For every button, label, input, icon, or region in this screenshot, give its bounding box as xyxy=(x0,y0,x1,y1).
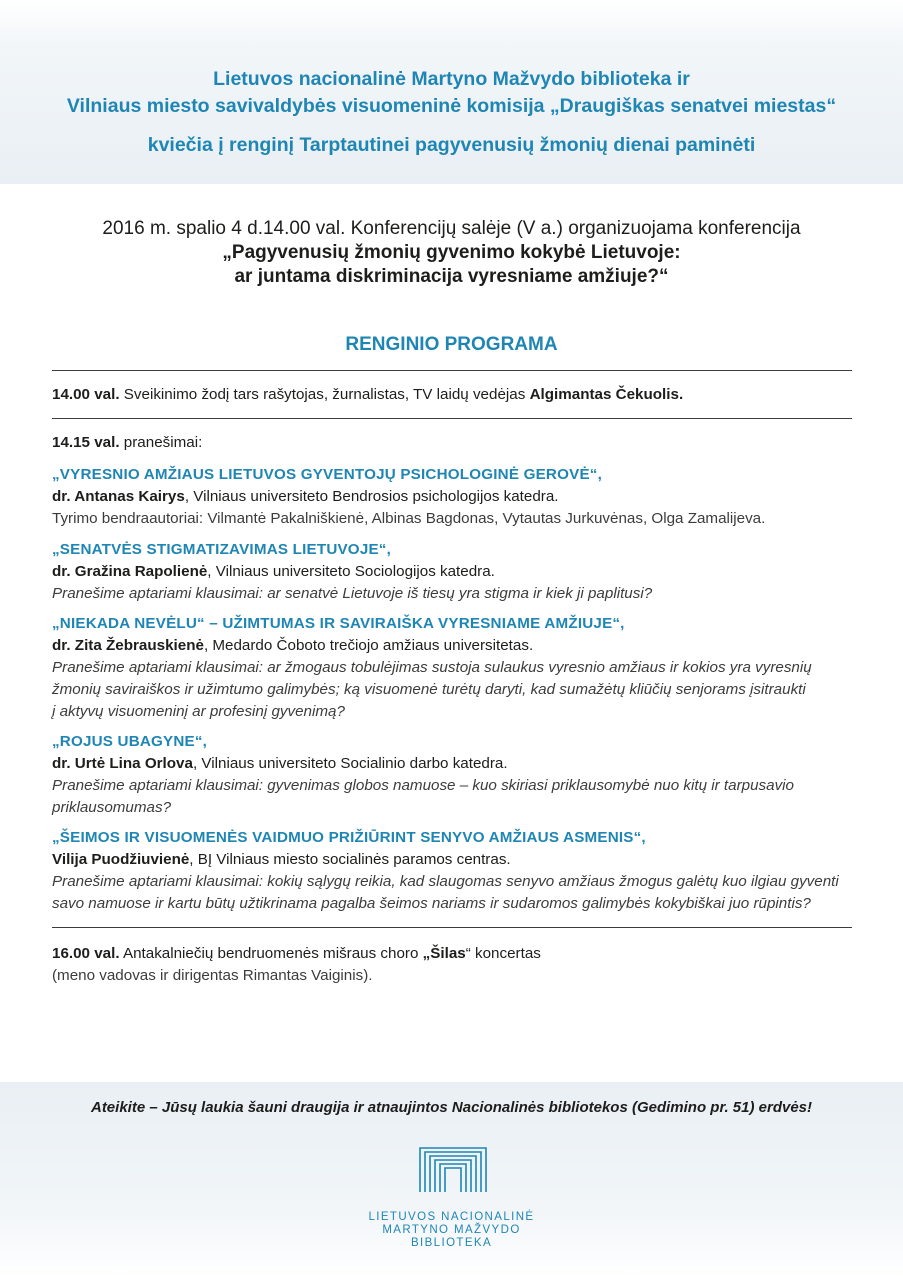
report-speaker: dr. Urtė Lina Orlova xyxy=(52,755,193,772)
reports-header xyxy=(52,432,852,454)
reports-label: pranešimai: xyxy=(123,434,203,451)
divider xyxy=(52,418,852,419)
concert-time: 16.00 val. xyxy=(52,945,120,962)
report-speaker-line xyxy=(52,753,852,775)
report-question-line: Pranešime aptariami klausimai: ar žmogaus tobulėjimas sustoja sulaukus vyresnio amžiaus ir kokios yra vyresnių xyxy=(52,659,812,676)
report-speaker: dr. Zita Žebrauskienė xyxy=(52,637,204,654)
report-item xyxy=(52,539,852,605)
report-affiliation: , Medardo Čoboto trečiojo amžiaus universitetas. xyxy=(203,637,534,654)
report-question-line: priklausomumas? xyxy=(52,799,172,816)
header-line-2: Vilniaus miesto savivaldybės visuomeninė komisija „Draugiškas senatvei miestas“ xyxy=(66,95,837,117)
divider xyxy=(52,927,852,928)
divider xyxy=(52,370,852,371)
report-speaker-line xyxy=(52,486,852,508)
report-item xyxy=(52,827,852,915)
conference-date-line: 2016 m. spalio 4 d.14.00 val. Konferencijų salėje (V a.) organizuojama konferencija xyxy=(102,218,801,239)
report-affiliation: , BĮ Vilniaus miesto socialinės paramos centras. xyxy=(189,851,511,868)
report-affiliation: , Vilniaus universiteto Socialinio darbo katedra. xyxy=(192,755,508,772)
header-line-1: Lietuvos nacionalinė Martyno Mažvydo biblioteka ir xyxy=(213,68,690,90)
concert-text-2: “ koncertas xyxy=(465,945,541,962)
concert-choir: „Šilas xyxy=(422,945,466,962)
report-title: „ŠEIMOS IR VISUOMENĖS VAIDMUO PRIŽIŪRINT SENYVO AMŽIAUS ASMENIS“, xyxy=(52,829,646,846)
opening-item xyxy=(52,384,852,406)
report-question-line: Pranešime aptariami klausimai: kokių sąlygų reikia, kad slaugomas senyvo amžiaus žmogus galėtų kuo ilgiau gyventi xyxy=(52,873,839,890)
reports-time: 14.15 val. xyxy=(52,434,120,451)
logo-line-1: LIETUVOS NACIONALINĖ xyxy=(368,1211,535,1223)
opening-person: Algimantas Čekuolis. xyxy=(529,386,684,403)
report-speaker: Vilija Puodžiuvienė xyxy=(52,851,190,868)
report-question-line: Pranešime aptariami klausimai: gyvenimas globos namuose – kuo skiriasi priklausomybė nuo kitų ir tarpusavio xyxy=(52,777,794,794)
report-question: Pranešime aptariami klausimai: ar senatvė Lietuvoje iš tiesų yra stigma ir kiek ji paplitusi? xyxy=(52,585,653,602)
report-title: „SENATVĖS STIGMATIZAVIMAS LIETUVOJE“, xyxy=(52,541,392,558)
report-question-line: žmonių saviraiškos ir užimtumo galimybės; ką visuomenė turėtų daryti, kad sumažėtų kliūčių senjorams įsitraukti xyxy=(52,681,806,698)
report-question-line: į aktyvų visuomeninį ar profesinį gyvenimą? xyxy=(52,703,345,720)
report-item xyxy=(52,464,852,530)
conference-title-2: ar juntama diskriminacija vyresniame amžiuje?“ xyxy=(234,266,669,287)
program-title: RENGINIO PROGRAMA xyxy=(345,334,558,355)
concert-line xyxy=(52,943,852,965)
library-logo-text xyxy=(0,1211,903,1250)
conference-intro xyxy=(0,217,903,289)
conference-title-1: „Pagyvenusių žmonių gyvenimo kokybė Lietuvoje: xyxy=(222,242,681,263)
report-speaker: dr. Antanas Kairys xyxy=(52,488,185,505)
logo-line-3: BIBLIOTEKA xyxy=(410,1237,493,1249)
report-speaker-line xyxy=(52,561,852,583)
report-affiliation: , Vilniaus universiteto Bendrosios psichologijos katedra. xyxy=(184,488,559,505)
report-note: Tyrimo bendraautoriai: Vilmantė Pakalniškienė, Albinas Bagdonas, Vytautas Jurkuvėnas, Olga Zamalijeva. xyxy=(52,510,766,527)
report-item xyxy=(52,731,852,819)
header-line-3: kviečia į renginį Tarptautinei pagyvenusių žmonių dienai paminėti xyxy=(147,134,756,156)
opening-text: Sveikinimo žodį tars rašytojas, žurnalistas, TV laidų vedėjas xyxy=(123,386,526,403)
concert-note: (meno vadovas ir dirigentas Rimantas Vaiginis). xyxy=(52,967,373,984)
footer-invitation: Ateikite – Jūsų laukia šauni draugija ir atnaujintos Nacionalinės bibliotekos (Gedimino pr. 51) erdvės! xyxy=(90,1099,813,1116)
report-question-line: savo namuose ir kartu būtų užtikrinama pagalba šeimos nariams ir sudaromos galimybės kokybiškai juo rūpintis? xyxy=(52,895,811,912)
concert-item xyxy=(52,943,852,987)
opening-time: 14.00 val. xyxy=(52,386,120,403)
logo-line-2: MARTYNO MAŽVYDO xyxy=(382,1224,521,1236)
report-title: „ROJUS UBAGYNE“, xyxy=(52,733,208,750)
concert-text: Antakalniečių bendruomenės mišraus choro xyxy=(122,945,419,962)
report-speaker-line xyxy=(52,849,852,871)
report-speaker-line xyxy=(52,635,852,657)
report-item xyxy=(52,613,852,723)
report-title: „NIEKADA NEVĖLU“ – UŽIMTUMAS IR SAVIRAIŠKA VYRESNIAME AMŽIUJE“, xyxy=(52,615,625,632)
report-title: „VYRESNIO AMŽIAUS LIETUVOS GYVENTOJŲ PSICHOLOGINĖ GEROVĖ“, xyxy=(52,466,602,483)
report-affiliation: , Vilniaus universiteto Sociologijos katedra. xyxy=(207,563,495,580)
report-speaker: dr. Gražina Rapolienė xyxy=(52,563,208,580)
header-invitation xyxy=(0,66,903,159)
library-logo-icon xyxy=(418,1146,488,1192)
